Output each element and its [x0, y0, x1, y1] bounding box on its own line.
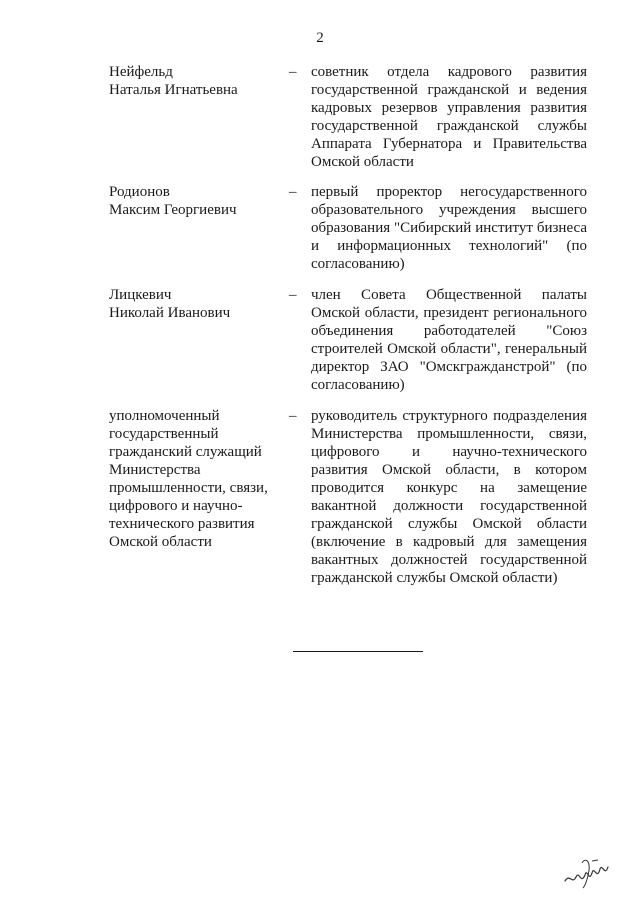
member-role: советник отдела кадрового развития государственной гражданской и ведения кадровых резервов управления развития государственной гражданской службы Аппарата Губернатора и Правительства Омской области — [311, 64, 587, 170]
member-role: член Совета Общественной палаты Омской области, президент регионального объединения работодателей "Союз строителей Омской области", генеральный директор ЗАО "Омскгражданстрой" (по согласованию) — [311, 287, 587, 393]
member-name — [109, 63, 279, 99]
dash-separator: – — [289, 64, 297, 80]
member-name-line: промышленности, связи, — [109, 480, 268, 496]
member-name-line: технического развития — [109, 516, 255, 532]
member-name-line: гражданский служащий — [109, 444, 262, 460]
member-name-line: Министерства — [109, 462, 201, 478]
page-number: 2 — [316, 30, 324, 46]
dash-separator: – — [289, 287, 297, 303]
member-surname: Нейфельд — [109, 64, 173, 80]
member-name-line: Омской области — [109, 534, 212, 550]
end-rule — [293, 651, 423, 652]
member-surname: Родионов — [109, 184, 170, 200]
member-name-line: уполномоченный — [109, 408, 220, 424]
member-given-names: Николай Иванович — [109, 305, 231, 321]
member-given-names: Максим Георгиевич — [109, 202, 237, 218]
member-name — [109, 183, 279, 219]
member-role: первый проректор негосударственного образовательного учреждения высшего образования "Сибирский институт бизнеса и информационных технологий" (по согласованию) — [311, 184, 587, 272]
member-role: руководитель структурного подразделения Министерства промышленности, связи, цифрового и научно-технического развития Омской области, в котором проводится конкурс на замещение вакантной должности государственной гражданской службы Омской области (включение в кадровый для замещения вакантных должностей государственной гражданской службы Омской области) — [311, 408, 587, 586]
member-given-names: Наталья Игнатьевна — [109, 82, 238, 98]
member-name — [109, 407, 279, 551]
member-name-line: государственный — [109, 426, 219, 442]
member-surname: Лицкевич — [109, 287, 172, 303]
member-name — [109, 286, 279, 322]
dash-separator: – — [289, 408, 297, 424]
dash-separator: – — [289, 184, 297, 200]
member-name-line: цифрового и научно- — [109, 498, 243, 514]
signature-mark — [562, 855, 612, 891]
